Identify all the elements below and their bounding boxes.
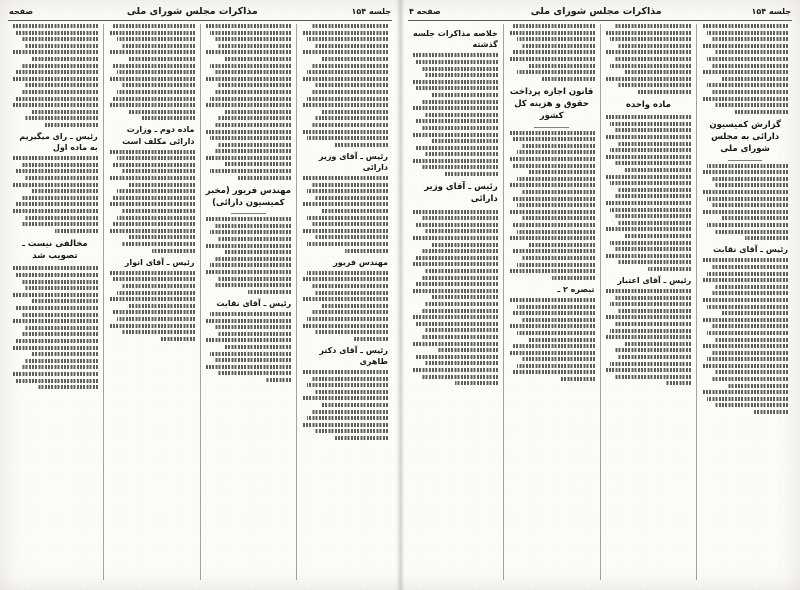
- left-page-folio-inner: صفحه: [9, 7, 34, 16]
- right-column-3: [504, 24, 601, 580]
- section-heading: رئیس ـ آقای دکتر طاهری: [319, 345, 388, 366]
- section-heading: رئیس ـ آقای وزیر دارائی: [318, 151, 388, 172]
- right-page-running-head: [407, 6, 793, 19]
- body-paragraph: [702, 24, 788, 114]
- right-page-columns: [407, 24, 793, 580]
- left-page-folio-outer: جلسه ۱۵۴: [351, 7, 391, 16]
- section-heading: مهندس فریور (مخبر کمیسیون دارائی): [205, 185, 291, 208]
- body-paragraph: [109, 150, 195, 253]
- body-paragraph: [109, 271, 195, 341]
- right-page: [400, 0, 800, 590]
- right-page-folio-inner: جلسه ۱۵۴: [751, 7, 791, 16]
- section-heading: خلاصه مذاکرات جلسه گذشته: [413, 29, 498, 50]
- right-page-folio-outer: صفحه ۴: [409, 7, 441, 16]
- left-column-4: [7, 24, 104, 580]
- body-paragraph: [12, 266, 98, 389]
- left-column-3: [104, 24, 201, 580]
- section-heading: قانون اجازه پرداخت حقوق و هزینه کل کشور: [509, 86, 594, 122]
- section-heading: مخالفی نیست ـ تصویب شد: [22, 238, 88, 262]
- left-page-running-head: [7, 6, 393, 19]
- body-paragraph: [206, 312, 292, 382]
- body-paragraph: [702, 164, 788, 241]
- left-page-columns: [7, 24, 393, 580]
- body-paragraph: [412, 53, 498, 176]
- section-heading: رئیس ـ آقای اعتبار: [617, 275, 692, 285]
- body-paragraph: [509, 24, 595, 81]
- left-page-title: مذاکرات مجلس شورای ملی: [126, 6, 258, 17]
- heading-rule: [728, 160, 762, 161]
- heading-rule: [534, 127, 568, 128]
- heading-rule: [231, 213, 265, 214]
- body-paragraph: [12, 156, 98, 233]
- body-paragraph: [509, 298, 595, 381]
- body-paragraph: [302, 370, 388, 440]
- body-paragraph: [702, 258, 788, 414]
- body-paragraph: [302, 271, 388, 341]
- body-paragraph: [302, 24, 388, 147]
- section-heading: رئیس ـ آقای وزیر دارائی: [424, 182, 498, 205]
- body-paragraph: [206, 24, 292, 180]
- section-heading: مهندس فریور: [333, 257, 388, 267]
- section-heading: تبصره ۲ ـ: [557, 284, 595, 294]
- body-paragraph: [412, 210, 498, 385]
- right-column-1: [697, 24, 793, 580]
- section-heading: ماده واحده: [625, 99, 671, 110]
- right-column-2: [601, 24, 698, 580]
- right-page-header-rule: [408, 20, 792, 21]
- body-paragraph: [606, 289, 692, 385]
- section-heading: رئیس ـ آقای نقابت: [713, 245, 788, 255]
- section-heading: رئیس ـ آقای انوار: [124, 257, 195, 267]
- body-paragraph: [509, 131, 595, 280]
- left-column-2: [201, 24, 298, 580]
- left-page-header-rule: [8, 20, 392, 21]
- section-heading: گزارش کمیسیون دارائی به مجلس شورای ملی: [709, 119, 781, 155]
- body-paragraph: [302, 176, 388, 253]
- section-heading: رئیس ـ رای میگیریم به ماده اول: [19, 131, 98, 153]
- body-paragraph: [206, 217, 292, 294]
- body-paragraph: [12, 24, 98, 127]
- body-paragraph: [606, 24, 692, 94]
- left-column-1: [297, 24, 393, 580]
- body-paragraph: [606, 115, 692, 271]
- right-page-title: مذاکرات مجلس شورای ملی: [530, 6, 662, 17]
- body-paragraph: [109, 24, 195, 120]
- right-column-4: [407, 24, 504, 580]
- section-heading: رئیس ـ آقای نقابت: [216, 298, 292, 308]
- section-heading: ماده دوم ـ وزارت دارائی مکلف است: [122, 125, 195, 146]
